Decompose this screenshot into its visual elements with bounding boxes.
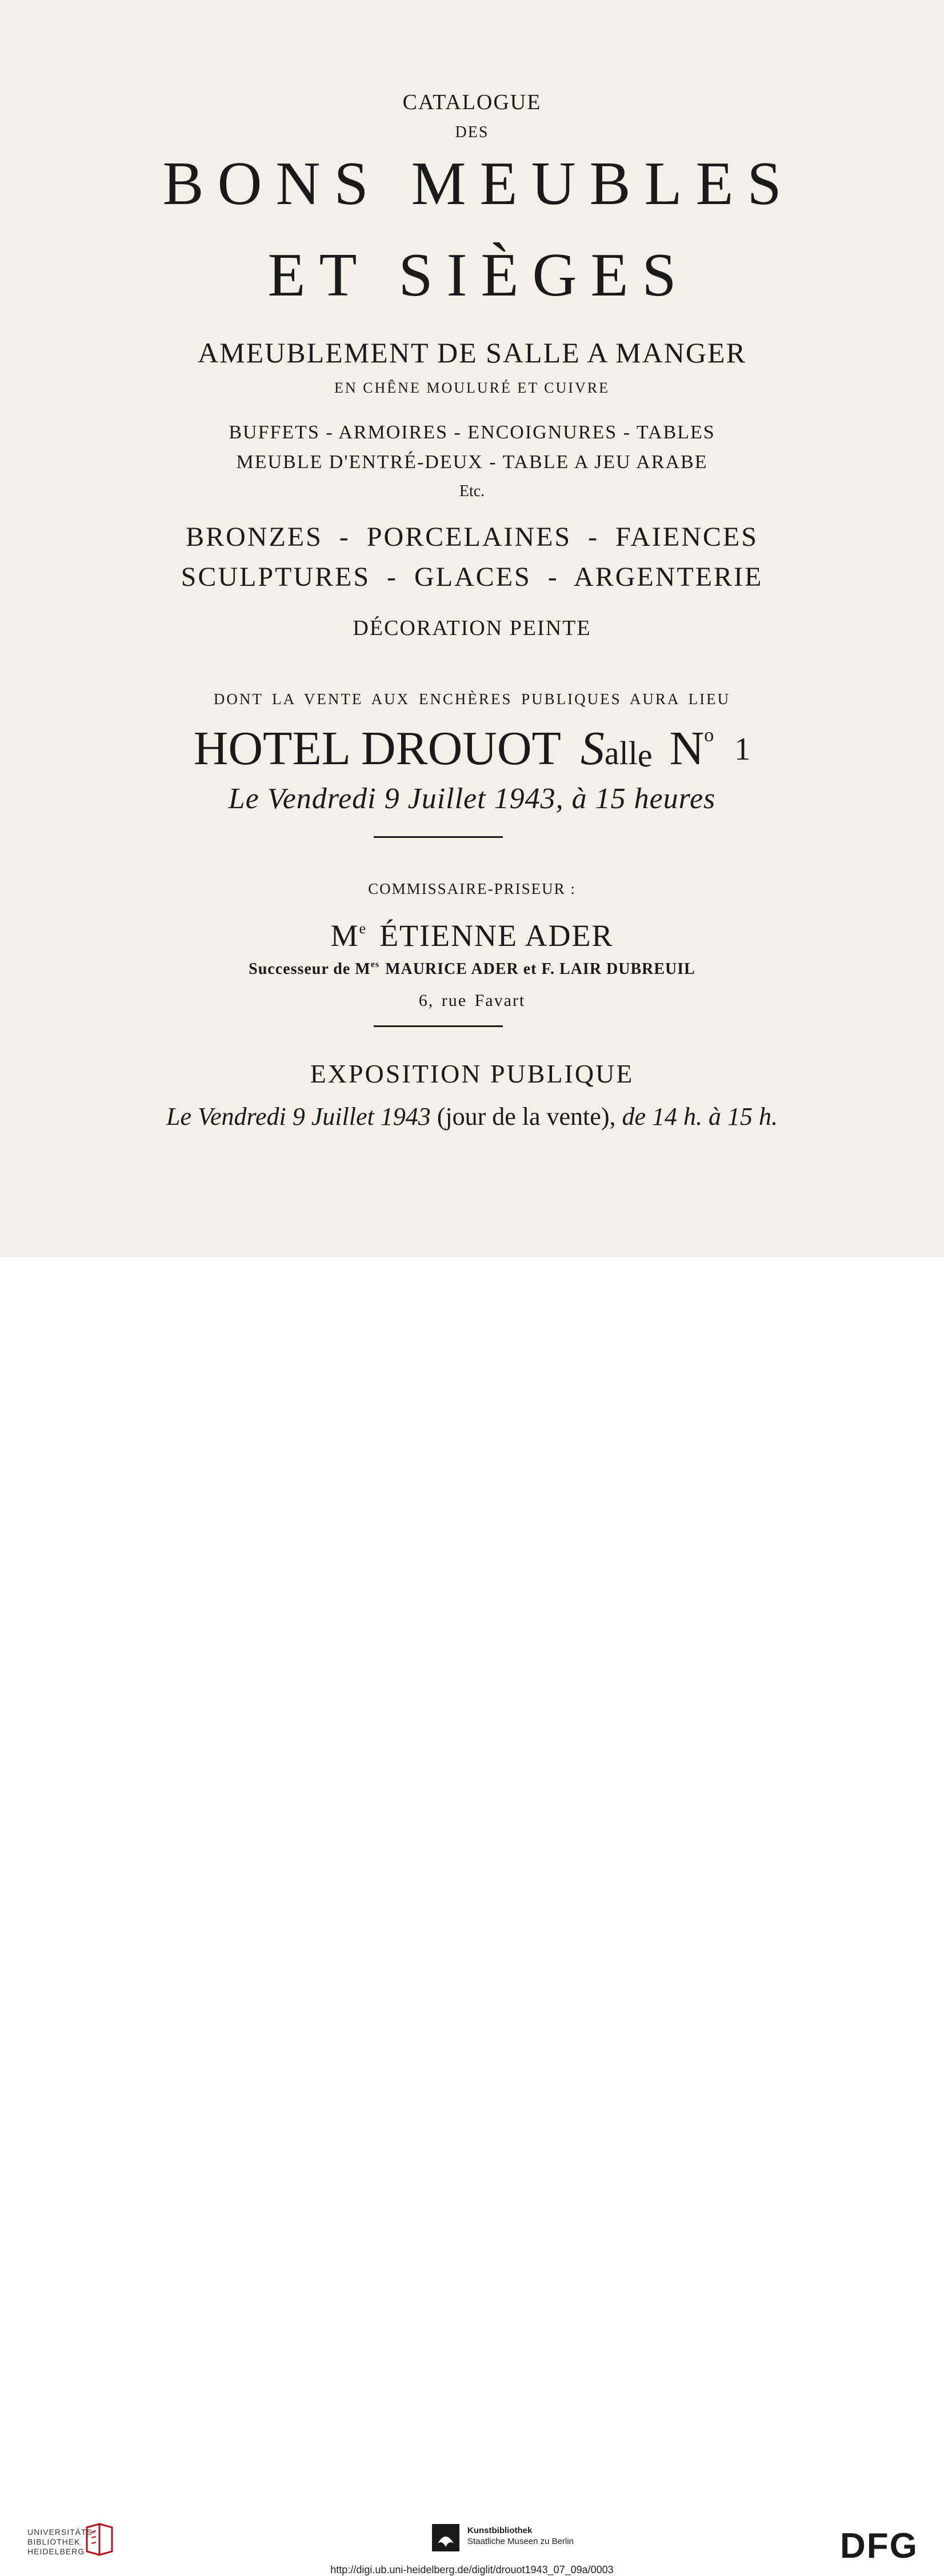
venue-room-number: 1 — [734, 732, 751, 767]
kunst-title: Kunstbibliothek — [467, 2526, 533, 2535]
kunstbibliothek-eagle-logo-icon — [432, 2524, 459, 2551]
heidelberg-book-logo-icon — [85, 2523, 114, 2557]
venue-room-s: S — [580, 722, 605, 775]
successor-prefix: Successeur de M — [249, 960, 371, 978]
sale-date: Le Vendredi 9 Juillet 1943, à 15 heures — [228, 782, 716, 815]
catalogue-page — [0, 0, 944, 1257]
divider-1 — [374, 836, 503, 838]
venue-room-e: e — [637, 737, 653, 774]
address: 6, rue Favart — [418, 991, 526, 1010]
exposition-date-c: de 14 h. à 15 h. — [622, 1103, 778, 1131]
kunst-subtitle: Staatliche Museen zu Berlin — [467, 2537, 574, 2546]
objects-line-1: BRONZES - PORCELAINES - FAIENCES — [186, 522, 758, 552]
title-line-2: ET SIÈGES — [267, 241, 690, 309]
venue-line — [0, 722, 944, 775]
exposition-date-b: (jour de la vente), — [437, 1103, 616, 1131]
university-line-3: HEIDELBERG — [27, 2547, 85, 2556]
venue-room-all: all — [604, 734, 638, 772]
auctioneer-m: M — [330, 918, 359, 953]
objects-line-2: SCULPTURES - GLACES - ARGENTERIE — [181, 562, 763, 592]
venue-room-n: N — [669, 722, 705, 775]
auctioneer-title: COMMISSAIRE-PRISEUR : — [368, 880, 576, 897]
university-line-1: UNIVERSITÄTS- — [27, 2527, 96, 2537]
exposition-title: EXPOSITION PUBLIQUE — [310, 1059, 634, 1088]
exposition-date — [0, 1104, 944, 1129]
items-etc: Etc. — [459, 482, 485, 500]
successor-line — [0, 960, 944, 977]
successor-names: MAURICE ADER et F. LAIR DUBREUIL — [385, 960, 695, 978]
heading-catalogue: CATALOGUE — [402, 90, 542, 114]
auctioneer-line — [0, 920, 944, 951]
exposition-date-a: Le Vendredi 9 Juillet 1943 — [166, 1103, 431, 1131]
auctioneer-e: e — [359, 920, 367, 937]
footer — [0, 1257, 944, 2575]
divider-2 — [374, 1025, 503, 1027]
university-line-2: BIBLIOTHEK — [27, 2537, 81, 2546]
title-line-1: BONS MEUBLES — [162, 150, 795, 218]
sale-intro: DONT LA VENTE AUX ENCHÈRES PUBLIQUES AURA LIEU — [213, 690, 731, 708]
dfg-logo: DFG — [840, 2526, 918, 2566]
venue-name: HOTEL DROUOT — [193, 722, 561, 775]
source-url[interactable]: http://digi.ub.uni-heidelberg.de/diglit/drouot1943_07_09a/0003 — [330, 2564, 614, 2575]
successor-es: es — [370, 960, 380, 969]
auctioneer-name: ÉTIENNE ADER — [379, 918, 614, 953]
objects-line-3: DÉCORATION PEINTE — [353, 616, 591, 640]
items-line-1: BUFFETS - ARMOIRES - ENCOIGNURES - TABLES — [229, 422, 715, 443]
venue-room-o: o — [704, 725, 714, 746]
heading-des: DES — [455, 123, 489, 141]
kunstbibliothek-text — [467, 2525, 574, 2547]
subtitle: AMEUBLEMENT DE SALLE A MANGER — [198, 337, 746, 369]
items-line-2: MEUBLE D'ENTRÉ-DEUX - TABLE A JEU ARABE — [236, 452, 708, 473]
subtitle-detail: EN CHÊNE MOULURÉ ET CUIVRE — [334, 380, 610, 396]
